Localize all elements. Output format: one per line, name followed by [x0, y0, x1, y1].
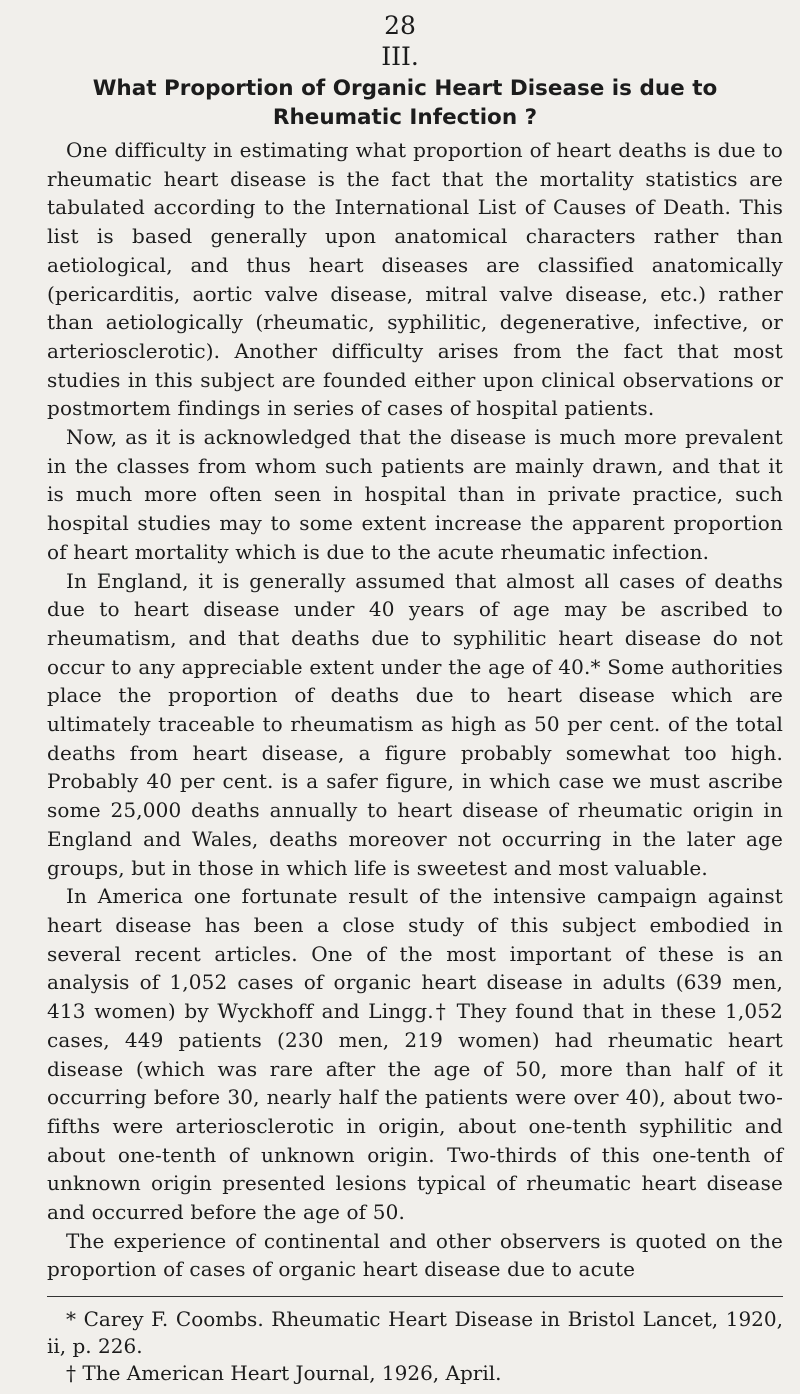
section-title: What Proportion of Organic Heart Disease is due to Rheumatic Infection ? [92, 76, 718, 130]
paragraph: In America one fortunate result of the intensive campaign against heart disease has been a close study of this subject embodied in several recent articles. One of the most important of these is an analysis of 1,052 cases of organic heart disease in adults (639 men, 413 women) by Wyckhoff and Lingg.† They found that in these 1,052 cases, 449 patients (230 men, 219 women) had rheumatic heart disease (which was rare after the age of 50, more than half of it occurring before 30, nearly half the patients were over 40), about two-fifths were arteriosclerotic in origin, about one-tenth syphilitic and about one-tenth of unknown origin. Two-thirds of this one-tenth of unknown origin presented lesions typical of rheumatic heart disease and occurred before the age of 50. [47, 884, 783, 1225]
paragraph: One difficulty in estimating what proportion of heart deaths is due to rheumatic heart disease is the fact that the mortality statistics are tabulated according to the International List of Causes of Death. This list is based generally upon anatomical characters rather than aetiological, and thus heart diseases are classified anatomically (pericarditis, aortic valve disease, mitral valve disease, etc.) rather than aetiologically (rheumatic, syphilitic, degenerative, infective, or arteriosclerotic). Another difficulty arises from the fact that most studies in this subject are founded either upon clinical observations or postmortem findings in series of cases of hospital patients. [47, 138, 783, 421]
paragraph: Now, as it is acknowledged that the disease is much more prevalent in the classes from whom such patients are mainly drawn, and that it is much more often seen in hospital than in private practice, such hospital studies may to some extent increase the apparent proportion of heart mortality which is due to the acute rheumatic infection. [47, 425, 783, 564]
footnote: * Carey F. Coombs. Rheumatic Heart Disease in Bristol Lancet, 1920, ii, p. 226. [47, 1307, 783, 1358]
section-number: III. [381, 42, 419, 71]
paragraph: The experience of continental and other observers is quoted on the proportion of cases of organic heart disease due to acute [47, 1228, 783, 1282]
footnotes [47, 1306, 783, 1387]
footnote: † The American Heart Journal, 1926, April. [66, 1361, 502, 1385]
body-text [47, 136, 783, 1284]
footnote-divider [47, 1296, 783, 1297]
page-number: 28 [384, 11, 416, 40]
paragraph: In England, it is generally assumed that almost all cases of deaths due to heart disease under 40 years of age may be ascribed to rheumatism, and that deaths due to syphilitic heart disease do not occur to any appreciable extent under the age of 40.* Some authorities place the proportion of deaths due to heart disease which are ultimately traceable to rheumatism as high as 50 per cent. of the total deaths from heart disease, a figure probably somewhat too high. Probably 40 per cent. is a safer figure, in which case we must ascribe some 25,000 deaths annually to heart disease of rheumatic origin in England and Wales, deaths moreover not occurring in the later age groups, but in those in which life is sweetest and most valuable. [47, 568, 783, 880]
